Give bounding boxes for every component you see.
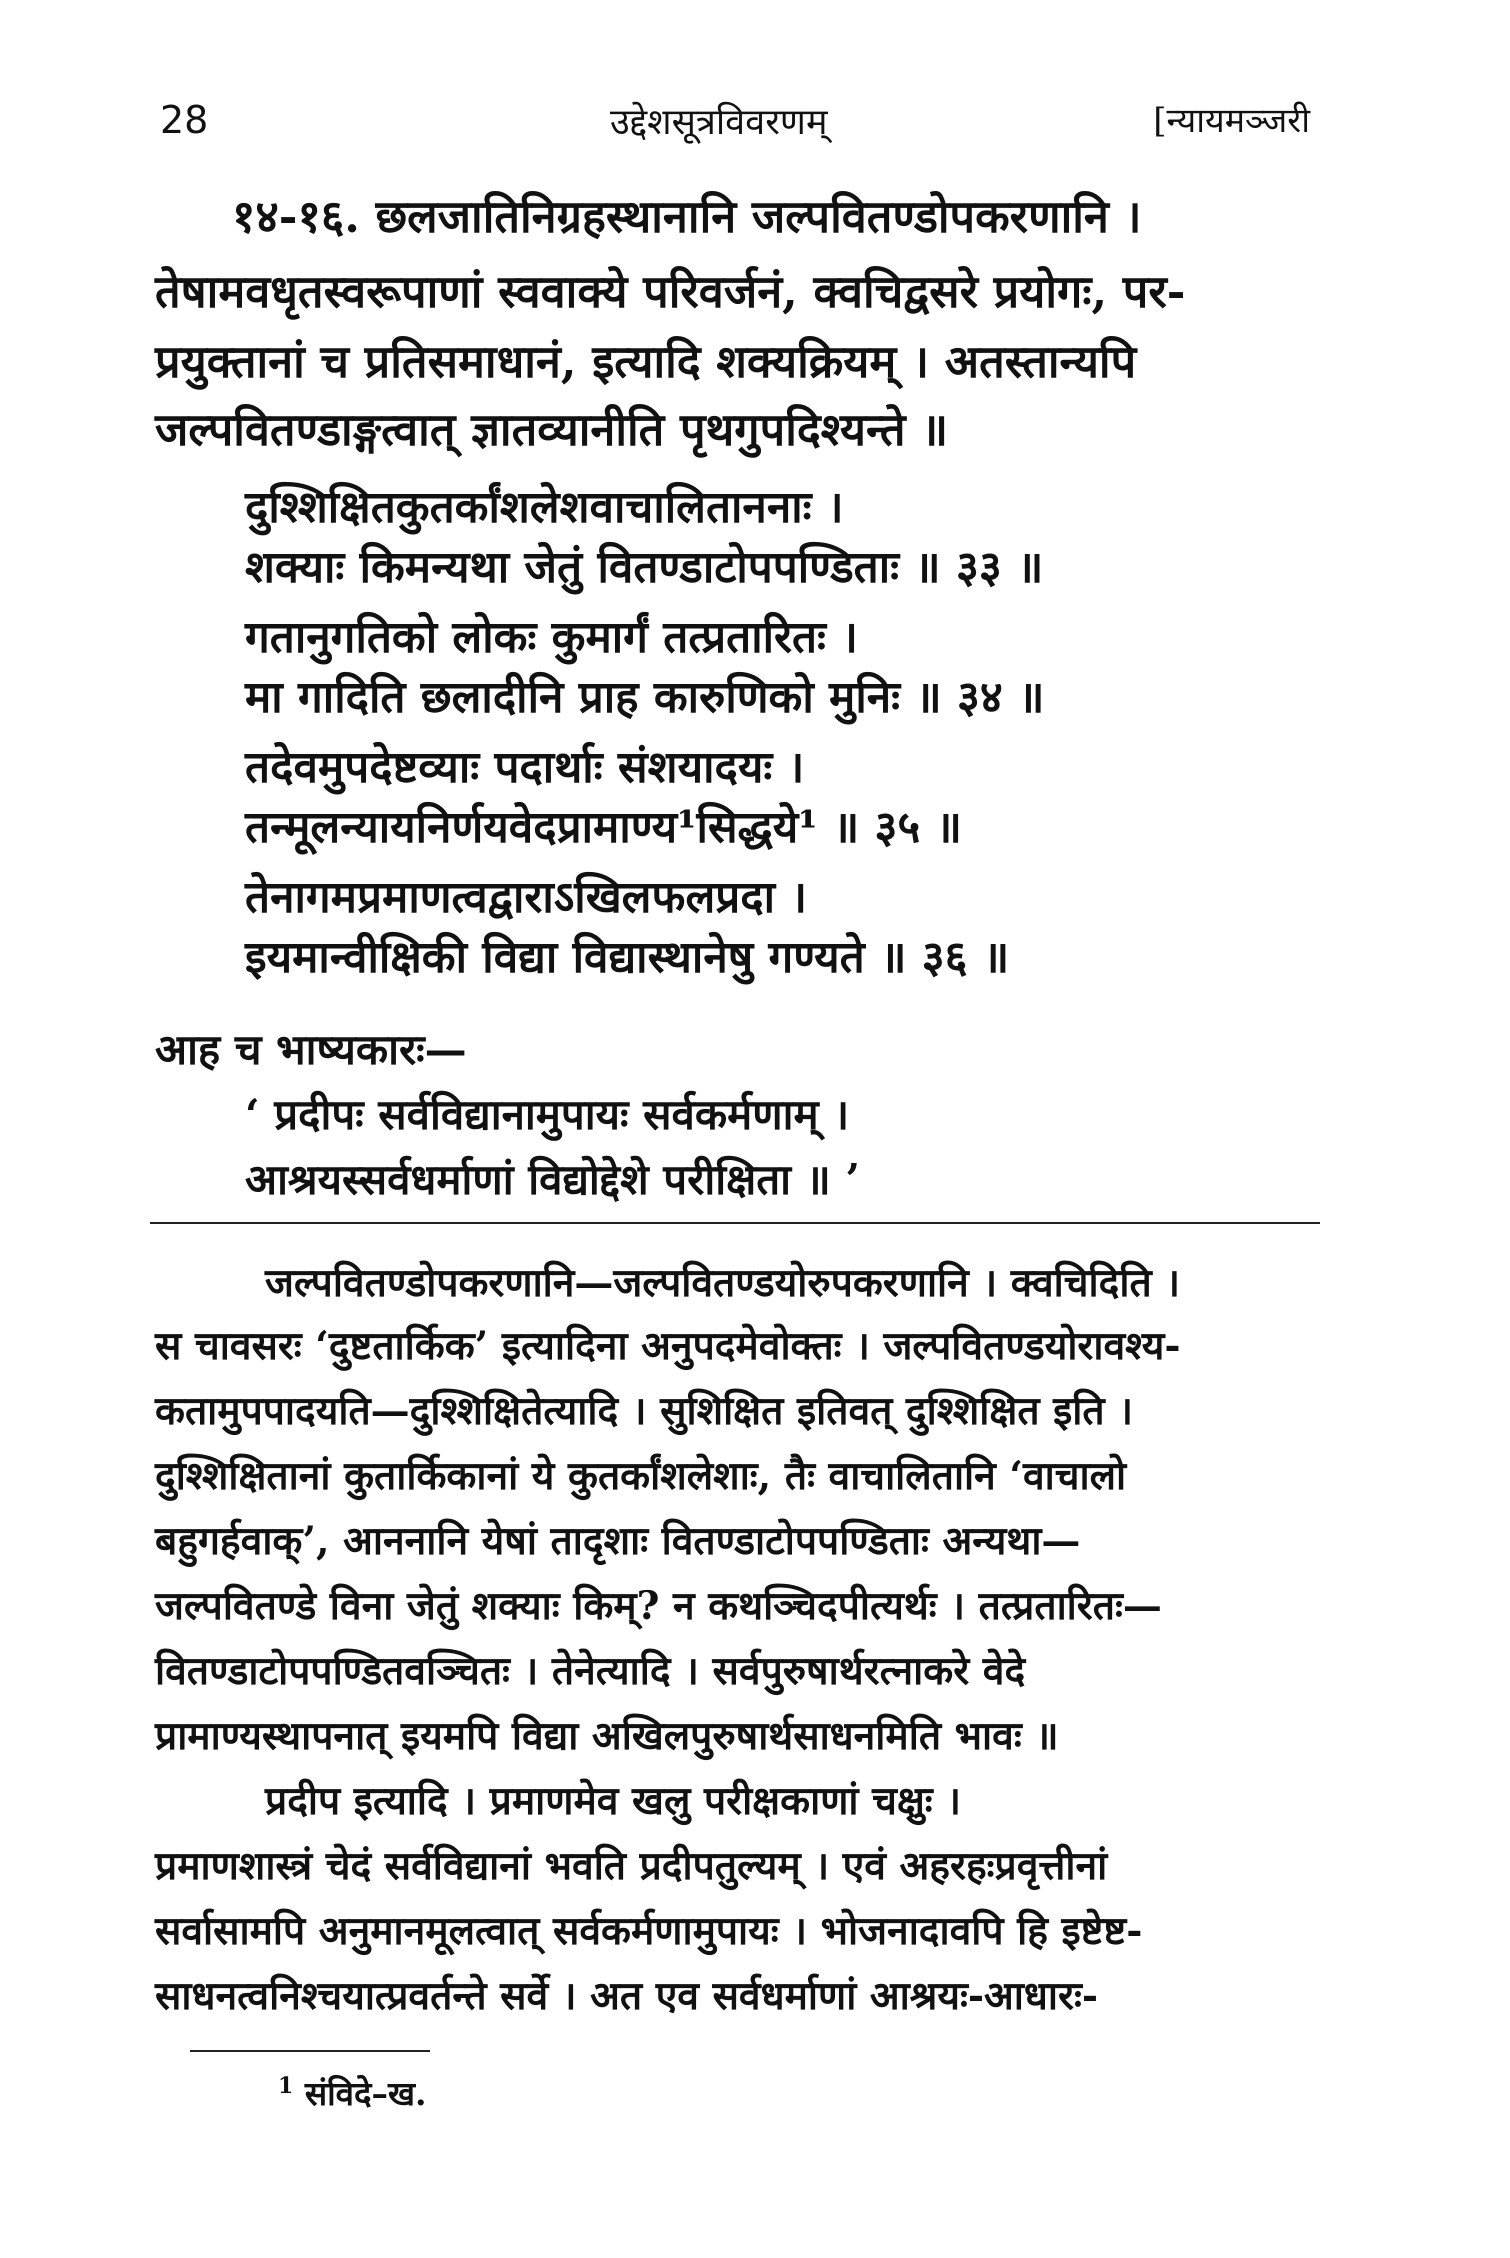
footnote — [278, 2070, 427, 2115]
footnote-marker: 1 — [278, 2073, 294, 2099]
commentary-line: स चावसरः ‘दुष्टतार्किक’ इत्यादिना अनुपदमेवोक्तः । जल्पवितण्डयोरावश्य- — [155, 1323, 1181, 1369]
verse-line: दुश्शिक्षितकुतर्कांशलेशवाचालिताननाः । — [245, 482, 844, 533]
main-line: १४-१६. छलजातिनिग्रहस्थानानि जल्पवितण्डोपकरणानि । — [232, 190, 1142, 243]
commentary-line: वितण्डाटोपपण्डितवञ्चितः । तेनेत्यादि । सर्वपुरुषार्थरत्नाकरे वेदे — [155, 1648, 1026, 1694]
commentary-line: साधनत्वनिश्चयात्प्रवर्तन्ते सर्वे । अत एव सर्वधर्माणां आश्रयः-आधारः- — [155, 1973, 1099, 2019]
footnote-rule — [190, 2050, 430, 2052]
quote-intro: आह च भाष्यकारः— — [155, 1025, 467, 1074]
commentary-line: कतामुपपादयति—दुश्शिक्षितेत्यादि । सुशिक्षित इतिवत् दुश्शिक्षित इति । — [155, 1388, 1133, 1434]
book-title: [न्यायमञ्जरी — [1153, 101, 1310, 141]
verse-line: इयमान्वीक्षिकी विद्या विद्यास्थानेषु गण्यते ॥ ३६ ॥ — [245, 932, 1010, 983]
commentary-line: सर्वासामपि अनुमानमूलत्वात् सर्वकर्मणामुपायः । भोजनादावपि हि इष्टेष्ट- — [155, 1908, 1143, 1954]
commentary-line: बहुगर्हवाक्’, आननानि येषां तादृशाः वितण्डाटोपपण्डिताः अन्यथा— — [155, 1518, 1081, 1564]
commentary-divider — [150, 1222, 1320, 1224]
main-line: प्रयुक्तानां च प्रतिसमाधानं, इत्यादि शक्यक्रियम् । अतस्तान्यपि — [155, 335, 1137, 388]
main-line: जल्पवितण्डाङ्गत्वात् ज्ञातव्यानीति पृथगुपदिश्यन्ते ॥ — [155, 403, 949, 456]
page-number: 28 — [160, 98, 209, 142]
commentary-line: प्रदीप इत्यादि । प्रमाणमेव खलु परीक्षकाणां चक्षुः । — [265, 1778, 962, 1824]
main-line: तेषामवधृतस्वरूपाणां स्ववाक्ये परिवर्जनं, क्वचिद्वसरे प्रयोगः, पर- — [155, 265, 1186, 318]
verse-line: तदेवमुपदेष्टव्याः पदार्थाः संशयादयः । — [245, 742, 805, 793]
commentary-line: जल्पवितण्डोपकरणानि—जल्पवितण्डयोरुपकरणानि । क्वचिदिति । — [265, 1260, 1181, 1306]
running-title: उद्देशसूत्रविवरणम् — [610, 102, 828, 143]
footnote-text: संविदे–ख. — [304, 2074, 427, 2113]
verse-line: गतानुगतिको लोकः कुमार्गं तत्प्रतारितः । — [245, 612, 858, 663]
commentary-line: जल्पवितण्डे विना जेतुं शक्याः किम्? न कथञ्चिदपीत्यर्थः । तत्प्रतारितः— — [155, 1583, 1162, 1629]
verse-line: तेनागमप्रमाणत्वद्वाराऽखिलफलप्रदा । — [245, 872, 808, 923]
quote-line: ‘ प्रदीपः सर्वविद्यानामुपायः सर्वकर्मणाम् । — [245, 1090, 850, 1139]
page-header — [150, 88, 1310, 148]
commentary-line: प्रमाणशास्त्रं चेदं सर्वविद्यानां भवति प्रदीपतुल्यम् । एवं अहरहःप्रवृत्तीनां — [155, 1843, 1108, 1889]
commentary-line: दुश्शिक्षितानां कुतार्किकानां ये कुतर्कांशलेशाः, तैः वाचालितानि ‘वाचालो — [155, 1453, 1127, 1499]
quote-line: आश्रयस्सर्वधर्माणां विद्योद्देशे परीक्षिता ॥ ’ — [245, 1155, 861, 1204]
verse-line: शक्याः किमन्यथा जेतुं वितण्डाटोपपण्डिताः ॥ ३३ ॥ — [245, 542, 1044, 593]
commentary-line: प्रामाण्यस्थापनात् इयमपि विद्या अखिलपुरुषार्थसाधनमिति भावः ॥ — [155, 1713, 1059, 1759]
verse-line: तन्मूलन्यायनिर्णयवेदप्रामाण्य¹सिद्धये¹ ॥ ३५ ॥ — [245, 802, 962, 853]
verse-line: मा गादिति छलादीनि प्राह कारुणिको मुनिः ॥ ३४ ॥ — [245, 672, 1045, 723]
